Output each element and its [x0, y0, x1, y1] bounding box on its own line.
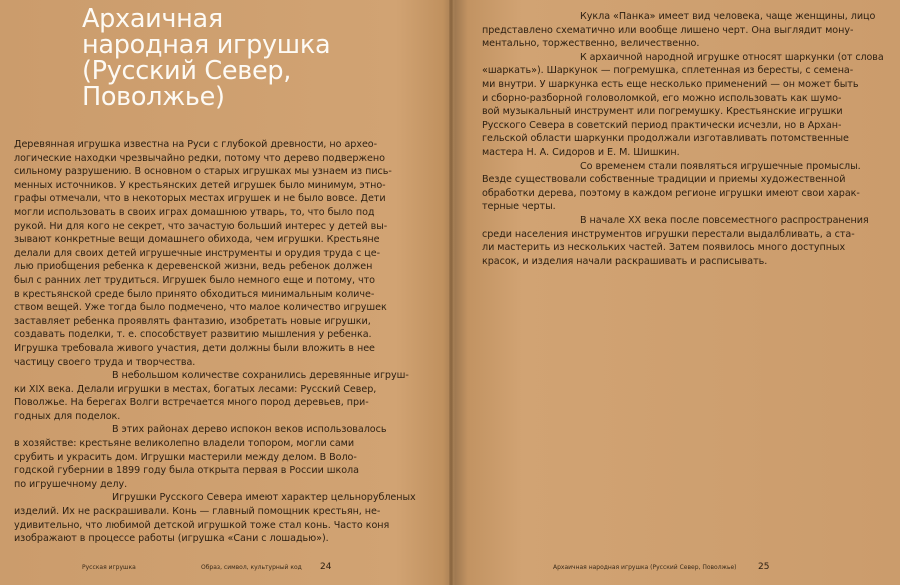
text-line: зывают конкретные вещи домашнего обихода, чем игрушки. Крестьяне — [14, 234, 380, 246]
text-line: вой музыкальный инструмент или погремушку. Крестьянские игрушки — [482, 106, 843, 118]
running-footer-chapter: Архаичная народная игрушка (Русский Север, Поволжье) — [553, 564, 737, 571]
text-line: удивительно, что любимой детской игрушкой тоже стал конь. Часто коня — [14, 519, 390, 531]
text-line: Кукла «Панка» имеет вид человека, чаще женщины, лицо — [580, 11, 876, 22]
page-number: 25 — [758, 562, 770, 572]
text-line: красок, и изделия начали раскрашивать и расписывать. — [482, 255, 768, 267]
text-line: рукой. Ни для кого не секрет, что зачастую больший интерес у детей вы- — [14, 220, 388, 232]
text-line: Со временем стали появляться игрушечные промыслы. — [580, 160, 861, 172]
text-line: среди населения инструментов игрушки перестали выдалбливать, а ста- — [482, 228, 855, 240]
text-line: гельской области шаркунки продолжали изготавливать потомственные — [482, 133, 849, 145]
text-line: графы отмечали, что в некоторых местах игрушек и не было вовсе. Дети — [14, 193, 386, 205]
text-line: Игрушка требовала живого участия, дети должны были вложить в нее — [14, 342, 375, 354]
text-line: ми внутри. У шаркунка есть еще несколько применений — он может быть — [482, 78, 859, 90]
text-line: частицу своего труда и творчества. — [14, 356, 196, 368]
chapter-title — [82, 6, 382, 110]
text-line: Русского Севера в советский период практически исчезли, но в Архан- — [482, 119, 842, 131]
text-line: лью приобщения ребенка к деревенской жизни, ведь ребенок должен — [14, 261, 373, 273]
text-line: изображают в процессе работы (игрушка «Сани с лошадью»). — [14, 533, 329, 545]
text-line: Игрушки Русского Севера имеют характер цельнорубленых — [112, 492, 416, 504]
running-footer-book-title: Русская игрушка — [82, 564, 136, 571]
text-line: терные черты. — [482, 201, 556, 213]
text-line: «шаркать»). Шаркунок — погремушка, сплетенная из бересты, с семена- — [482, 65, 854, 77]
text-line: и сборно-разборной головоломкой, его можно использовать как шумо- — [482, 92, 842, 104]
text-line: Деревянная игрушка известна на Руси с глубокой древности, но архео- — [14, 139, 378, 150]
text-line: срубить и украсить дом. Игрушки мастерили между делом. В Воло- — [14, 451, 357, 463]
text-line: менных источников. У крестьянских детей игрушек было минимум, этно- — [14, 179, 386, 191]
text-line: по игрушечному делу. — [14, 478, 128, 490]
running-footer-subtitle: Образ, символ, культурный код — [201, 564, 302, 571]
text-line: Поволжье. На берегах Волги встречается много пород деревьев, при- — [14, 397, 369, 409]
chapter-title-line: Архаичная — [82, 4, 223, 34]
text-line: ки XIX века. Делали игрушки в местах, богатых лесами: Русский Север, — [14, 383, 377, 395]
text-line: был с ранних лет трудиться. Игрушек было немного еще и потому, что — [14, 274, 375, 286]
text-line: В этих районах дерево испокон веков использовалось — [112, 424, 387, 436]
text-line: ством вещей. Уже тогда было подмечено, что малое количество игрушек — [14, 302, 387, 314]
text-line: В небольшом количестве сохранились деревянные игруш- — [112, 370, 409, 382]
text-line: представлено схематично или вообще лишено черт. Она выглядит мону- — [482, 24, 854, 36]
text-line: заставляет ребенка проявлять фантазию, изобретать новые игрушки, — [14, 315, 371, 327]
text-line: логические находки чрезвычайно редки, потому что дерево подвержено — [14, 152, 385, 164]
chapter-title-line: Поволжье) — [82, 82, 225, 112]
text-line: годской губернии в 1899 году была открыта первая в России школа — [14, 465, 359, 477]
text-line: изделий. Их не раскрашивали. Конь — главный помощник крестьян, не- — [14, 506, 381, 518]
right-page — [452, 0, 900, 585]
text-line: делали для своих детей игрушечные инструменты и орудия труда с це- — [14, 247, 381, 259]
right-body-text — [482, 10, 886, 268]
left-body-text — [14, 138, 430, 546]
text-line: годных для поделок. — [14, 410, 121, 422]
text-line: ли мастерить из нескольких частей. Затем появилось много доступных — [482, 242, 846, 254]
text-line: обработки дерева, поэтому в каждом регионе игрушки имеют свои харак- — [482, 187, 860, 199]
text-line: В начале XX века после повсеместного распространения — [580, 214, 869, 226]
text-line: К архаичной народной игрушке относят шаркунки (от слова — [580, 51, 884, 63]
text-line: Везде существовали собственные традиции и приемы художественной — [482, 174, 846, 186]
text-line: сильному разрушению. В основном о старых игрушках мы узнаем из пись- — [14, 166, 392, 178]
text-line: в крестьянской среде было принято обходиться минимальным количе- — [14, 288, 375, 300]
text-line: создавать поделки, т. е. способствует развитию мышления у ребенка. — [14, 329, 372, 341]
text-line: ментально, торжественно, величественно. — [482, 38, 700, 50]
chapter-title-line: (Русский Север, — [82, 56, 292, 86]
chapter-title-line: народная игрушка — [82, 30, 331, 60]
text-line: в хозяйстве: крестьяне великолепно владели топором, могли сами — [14, 438, 355, 450]
page-number: 24 — [320, 562, 332, 572]
text-line: могли использовать в своих играх домашнюю утварь, то, что было под — [14, 206, 375, 218]
text-line: мастера Н. А. Сидоров и Е. М. Шишкин. — [482, 146, 680, 158]
